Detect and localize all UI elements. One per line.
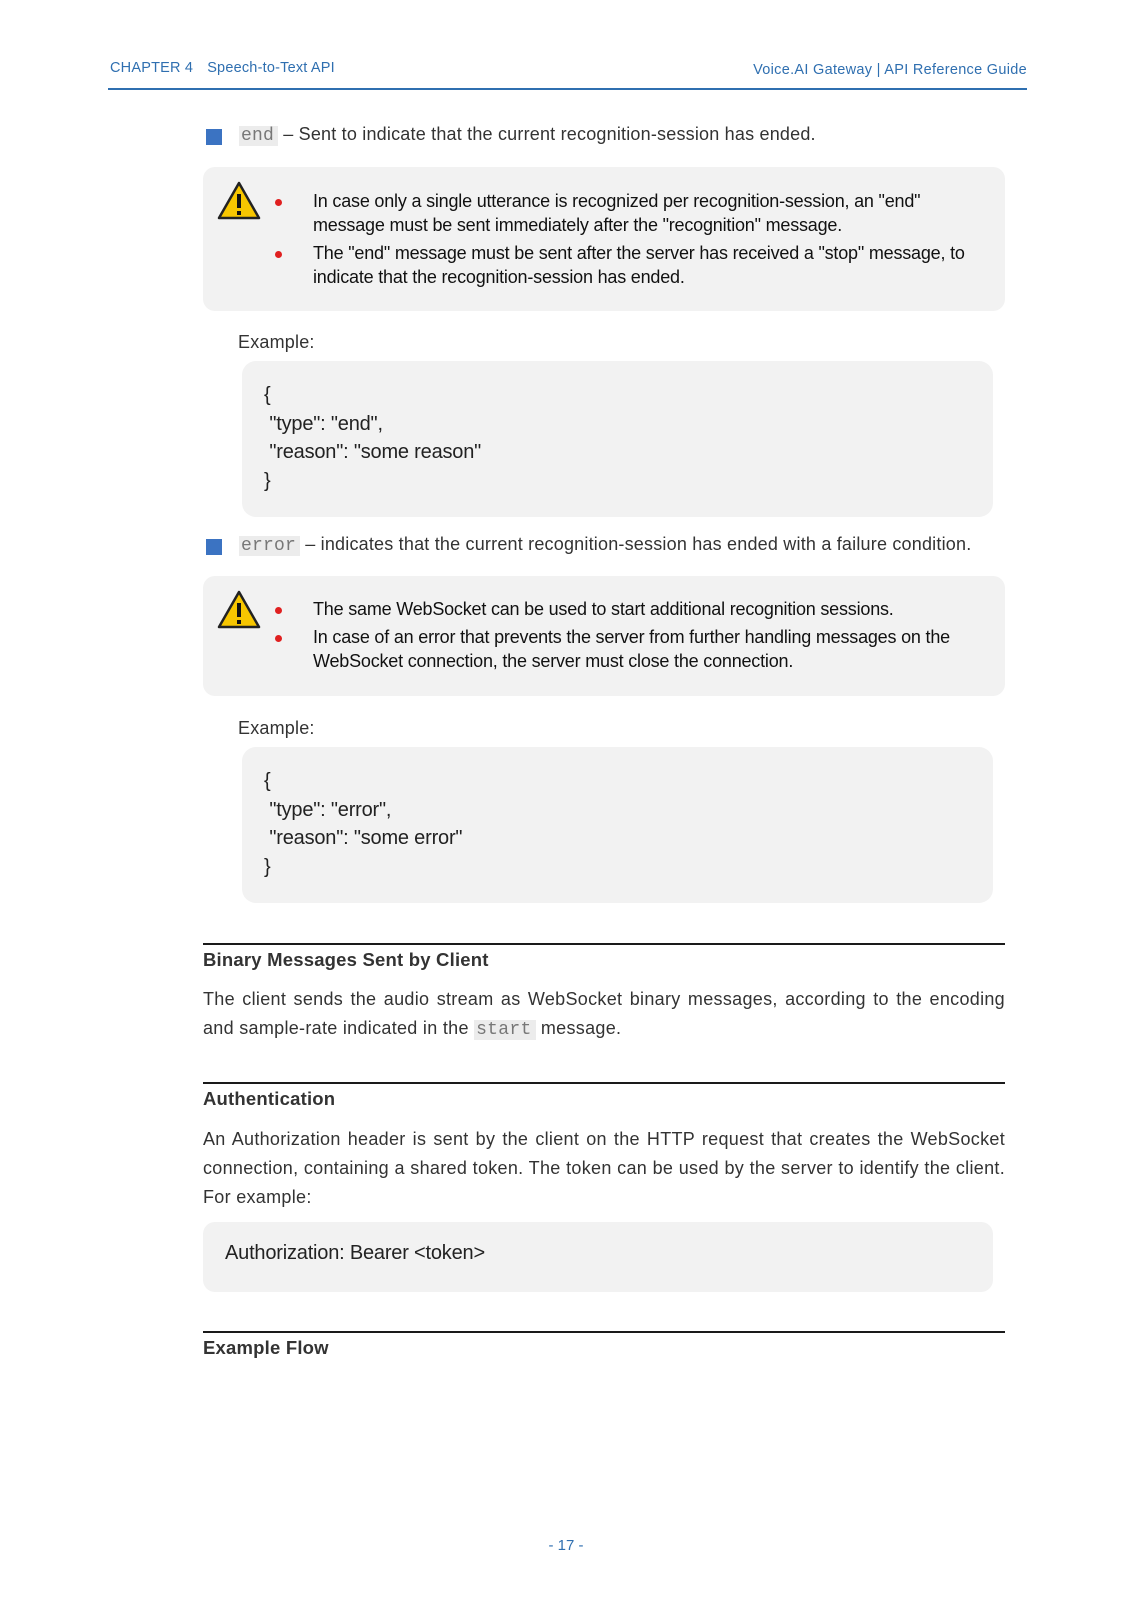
- error-warning-note: [203, 576, 1005, 696]
- end-example-label: Example:: [238, 332, 315, 352]
- binary-paragraph: The client sends the audio stream as WebSocket binary messages, according to the encoding and sample-rate indicated in the start message.: [203, 989, 1005, 1040]
- end-message-description: [239, 124, 816, 146]
- binary-section-heading: [203, 943, 1005, 971]
- red-bullet-icon: [275, 607, 282, 614]
- code-line: {: [264, 384, 271, 406]
- end-note-item: In case only a single utterance is recognized per recognition-session, an "end" message must be sent immediately after the "recognition" message.: [275, 189, 975, 237]
- square-bullet-icon: [206, 539, 222, 555]
- error-message-description: [239, 534, 971, 556]
- square-bullet-icon: [206, 129, 222, 145]
- code-line: }: [264, 469, 271, 492]
- warning-icon: [217, 181, 261, 221]
- auth-paragraph: An Authorization header is sent by the client on the HTTP request that creates the WebSocket connection, containing a shared token. The token can be used by the server to identify the client. For example:: [203, 1129, 1005, 1207]
- end-text: – Sent to indicate that the current recognition-session has ended.: [278, 124, 816, 144]
- code-line: "type": "end",: [264, 412, 383, 435]
- code-line: {: [264, 770, 271, 792]
- flow-section-heading: [203, 1331, 1005, 1359]
- end-example-code: [242, 361, 993, 517]
- chapter-number: CHAPTER 4: [110, 60, 194, 76]
- section-title: Binary Messages Sent by Client: [203, 949, 489, 970]
- code-line: "reason": "some error": [264, 827, 463, 849]
- auth-example-code: Authorization: Bearer <token>: [203, 1222, 993, 1292]
- end-note-item: The "end" message must be sent after the server has received a "stop" message, to indicate that the recognition-session has ended.: [275, 241, 975, 289]
- chapter-title: Speech-to-Text API: [207, 60, 335, 76]
- guide-title: Voice.AI Gateway | API Reference Guide: [753, 62, 1027, 78]
- code-line: "type": "error",: [264, 798, 392, 821]
- error-note-list: [275, 597, 975, 677]
- red-bullet-icon: [275, 199, 282, 206]
- auth-section-heading: [203, 1082, 1005, 1110]
- end-code: end: [239, 126, 278, 146]
- end-message-item: [206, 124, 1026, 150]
- start-code: start: [474, 1020, 536, 1040]
- red-bullet-icon: [275, 635, 282, 642]
- section-divider: [203, 1082, 1005, 1084]
- section-divider: [203, 943, 1005, 945]
- code-line: "reason": "some reason": [264, 441, 482, 463]
- error-example-code: [242, 747, 993, 903]
- end-warning-note: [203, 167, 1005, 311]
- section-title: Authentication: [203, 1088, 336, 1109]
- end-note-list: [275, 189, 975, 293]
- page-header: [108, 60, 1027, 90]
- red-bullet-icon: [275, 251, 282, 258]
- chapter-label: [110, 60, 335, 76]
- error-code: error: [239, 536, 300, 556]
- error-example-label: Example:: [238, 718, 315, 738]
- error-message-item: [206, 534, 1026, 560]
- error-text: – indicates that the current recognition-session has ended with a failure condition.: [300, 534, 972, 554]
- error-note-item: In case of an error that prevents the server from further handling messages on the WebSocket connection, the server must close the connection.: [275, 625, 975, 673]
- page-number: - 17 -: [548, 1537, 584, 1554]
- warning-icon: [217, 590, 261, 630]
- section-divider: [203, 1331, 1005, 1333]
- code-line: }: [264, 855, 271, 878]
- section-title: Example Flow: [203, 1337, 329, 1358]
- error-note-item: The same WebSocket can be used to start additional recognition sessions.: [275, 597, 975, 621]
